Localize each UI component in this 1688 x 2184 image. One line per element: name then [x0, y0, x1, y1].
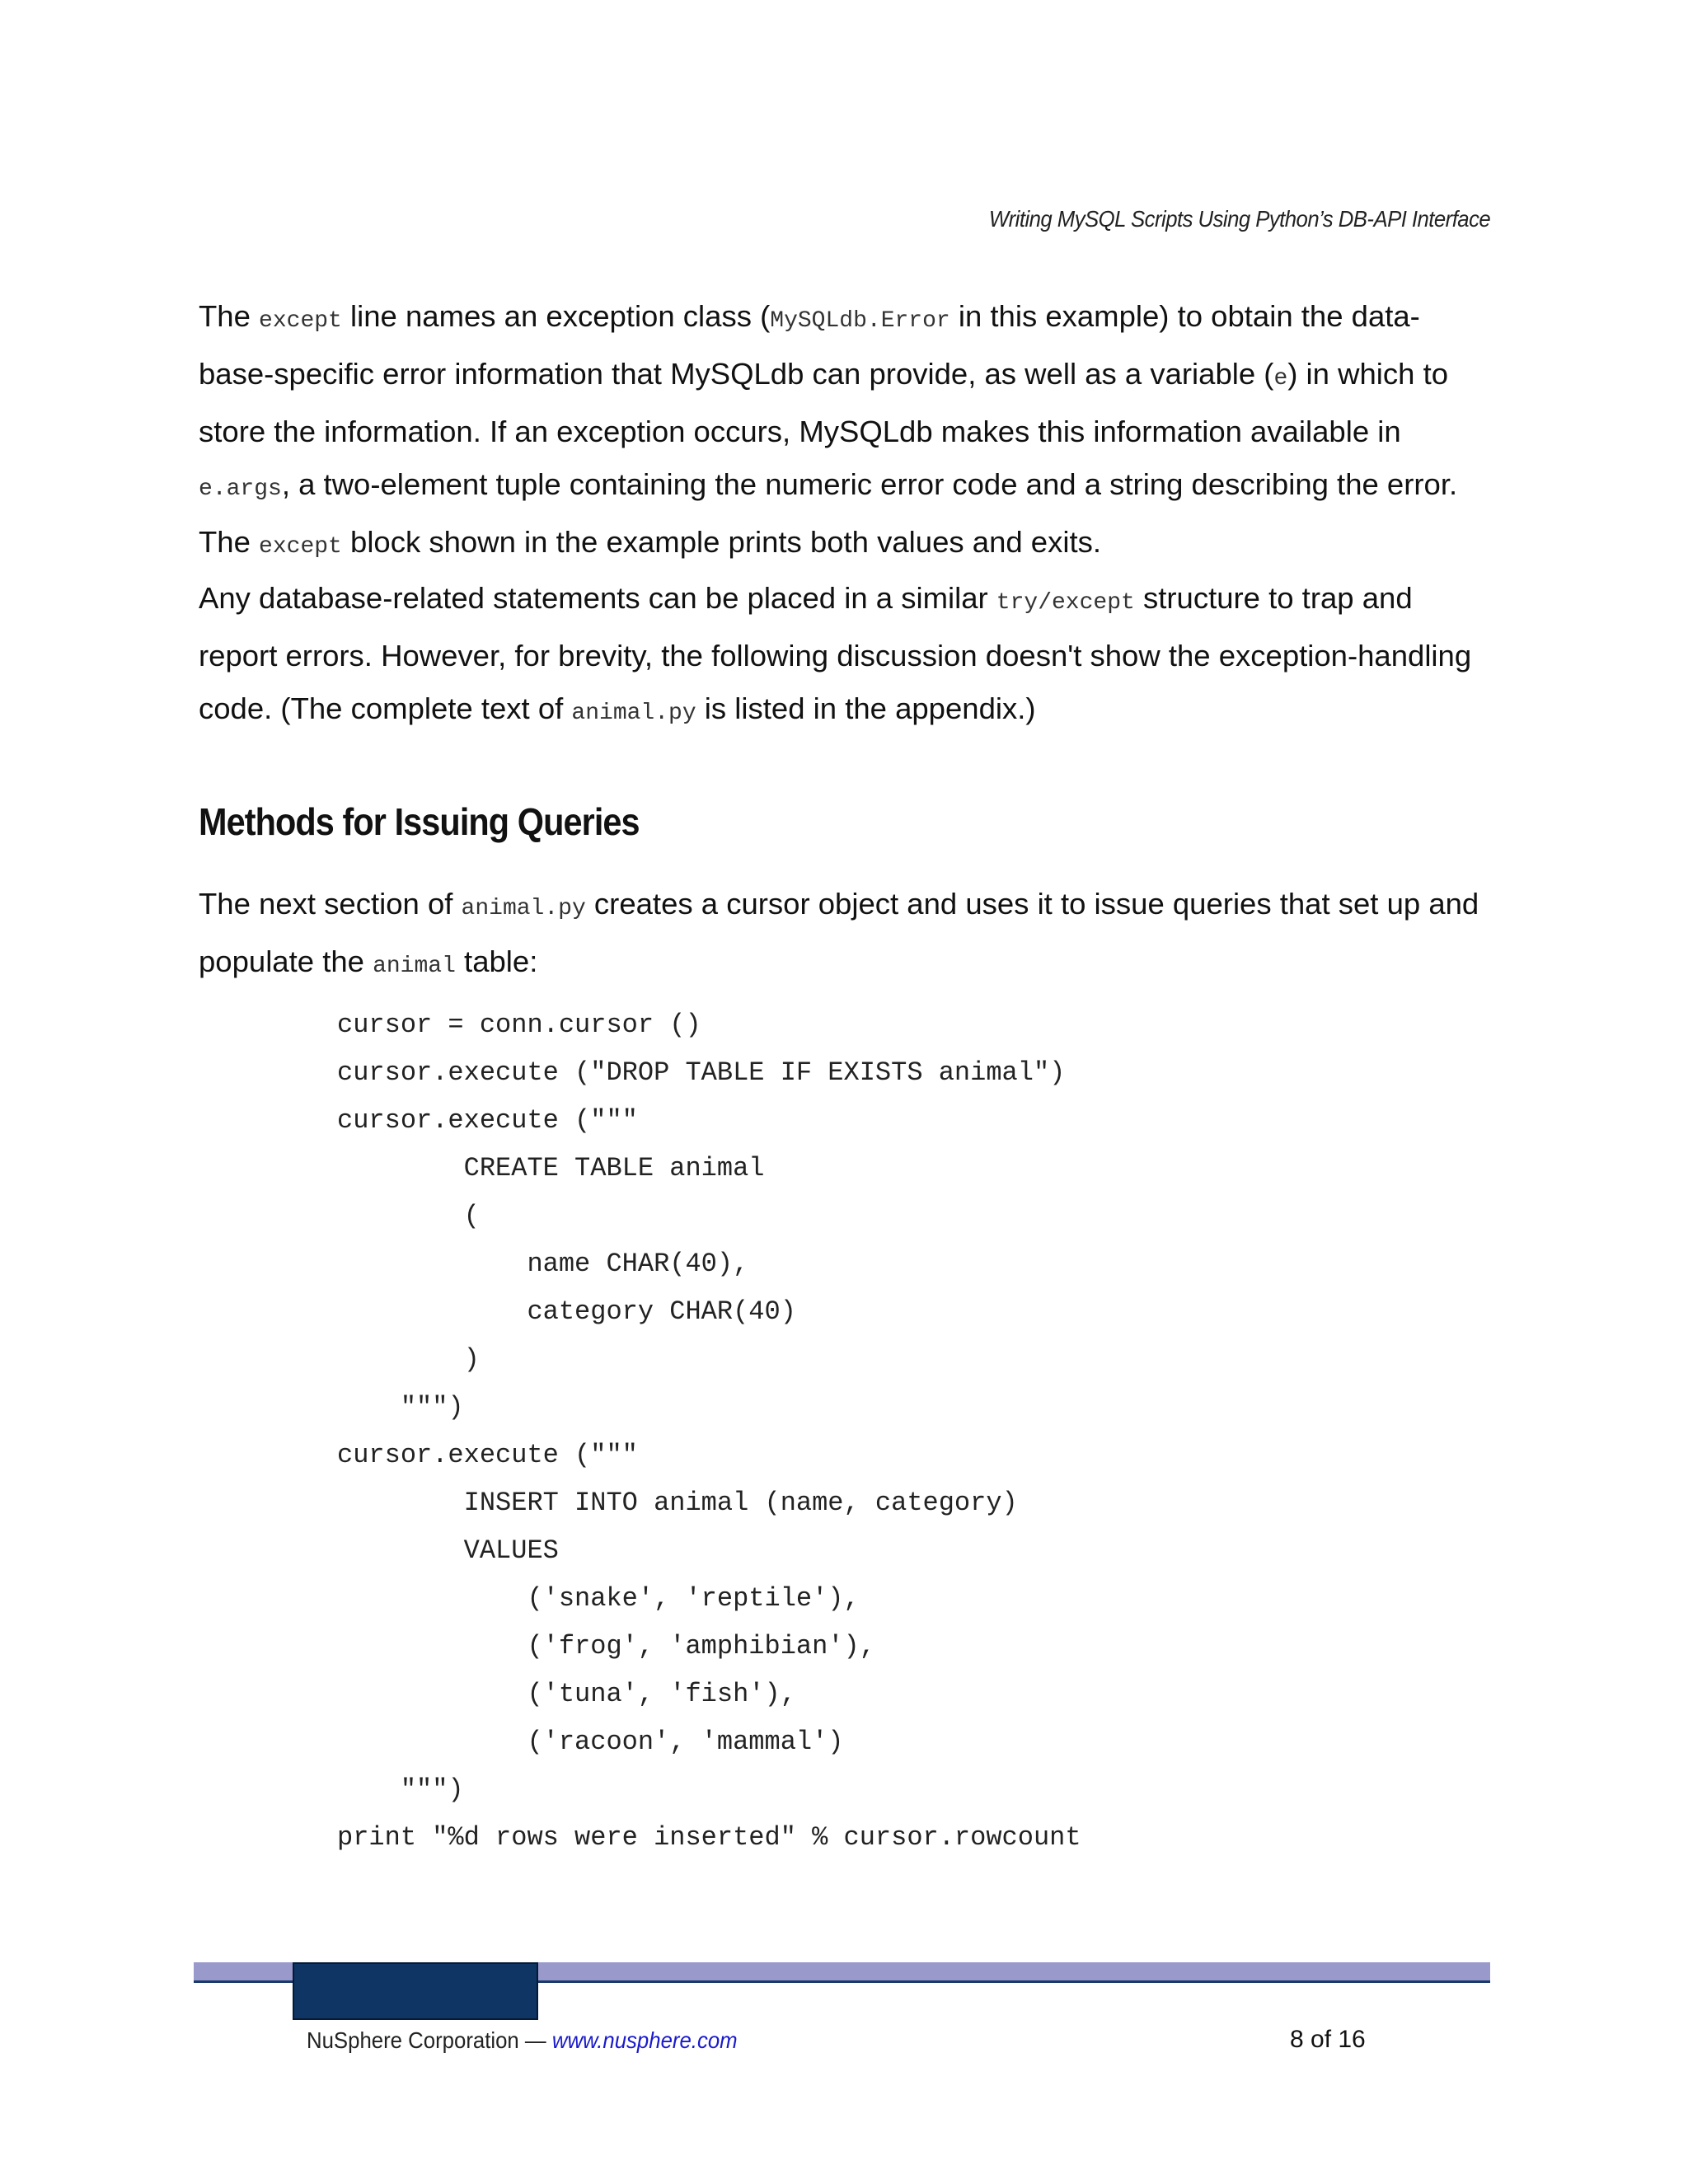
code-block	[337, 1001, 1081, 1862]
code-line: """)	[337, 1774, 464, 1805]
inline-code: e	[1273, 366, 1288, 391]
inline-code: MySQLdb.Error	[770, 308, 950, 334]
paragraph-text: ) in which to store the information. If an exception occurs, MySQLdb makes this information available in	[199, 357, 1449, 448]
page-number: 8 of 16	[1290, 2026, 1366, 2053]
footer-company	[307, 2027, 738, 2054]
paragraph-text: Any database-related statements can be placed in a similar	[199, 581, 996, 615]
code-line: )	[337, 1344, 480, 1375]
code-line: ('snake', 'reptile'),	[337, 1583, 860, 1614]
paragraph-text: The	[199, 299, 260, 333]
code-line: (	[337, 1201, 480, 1231]
paragraph-text: table:	[455, 944, 538, 978]
inline-code: except	[259, 308, 342, 334]
paragraph-text: creates a cursor object and uses it to issue queries that set up and populate the	[199, 887, 1479, 978]
section-heading: Methods for Issuing Queries	[199, 800, 640, 843]
code-line: ('frog', 'amphibian'),	[337, 1631, 875, 1661]
paragraph-text: block shown in the example prints both values and exits.	[341, 525, 1102, 559]
inline-code: animal.py	[461, 896, 586, 921]
paragraph-error-handling	[199, 572, 1493, 740]
code-line: category CHAR(40)	[337, 1296, 796, 1327]
inline-code: animal	[373, 954, 456, 979]
paragraph-cursor-intro	[199, 878, 1493, 993]
code-line: INSERT INTO animal (name, category)	[337, 1488, 1018, 1518]
code-line: CREATE TABLE animal	[337, 1153, 765, 1183]
website-link[interactable]: www.nusphere.com	[551, 2027, 738, 2053]
inline-code: except	[259, 534, 342, 560]
code-line: name CHAR(40),	[337, 1249, 749, 1279]
paragraph-text: , a two-element tuple containing the numeric error code and a string describing the error. The	[199, 467, 1458, 559]
paragraph-text: The next section of	[199, 887, 462, 921]
code-line: VALUES	[337, 1535, 559, 1566]
company-name: NuSphere Corporation —	[307, 2027, 552, 2053]
inline-code: animal.py	[571, 701, 696, 726]
inline-code: try/except	[996, 590, 1135, 616]
code-line: ('tuna', 'fish'),	[337, 1679, 796, 1709]
paragraph-text: line names an exception class (	[341, 299, 771, 333]
code-line: print "%d rows were inserted" % cursor.rowcount	[337, 1822, 1081, 1853]
footer-accent-block	[293, 1962, 538, 2020]
code-line: cursor = conn.cursor ()	[337, 1010, 701, 1040]
code-line: cursor.execute ("""	[337, 1440, 638, 1470]
paragraph-text: structure to trap and report errors. However, for brevity, the following discussion doesn't show the exception-handling code. (The complete text of	[199, 581, 1472, 725]
code-line: ('racoon', 'mammal')	[337, 1727, 844, 1757]
code-line: cursor.execute ("DROP TABLE IF EXISTS animal")	[337, 1057, 1066, 1088]
paragraph-exception-info	[199, 290, 1493, 574]
paragraph-text: is listed in the appendix.)	[696, 691, 1036, 725]
code-line: cursor.execute ("""	[337, 1105, 638, 1136]
inline-code: e.args	[199, 476, 282, 502]
paragraph-text: in this example) to obtain the data-base-specific error information that MySQLdb can provide, as well as a variable (	[199, 299, 1420, 391]
running-header: Writing MySQL Scripts Using Python’s DB-API Interface	[988, 206, 1490, 232]
code-line: """)	[337, 1392, 464, 1422]
